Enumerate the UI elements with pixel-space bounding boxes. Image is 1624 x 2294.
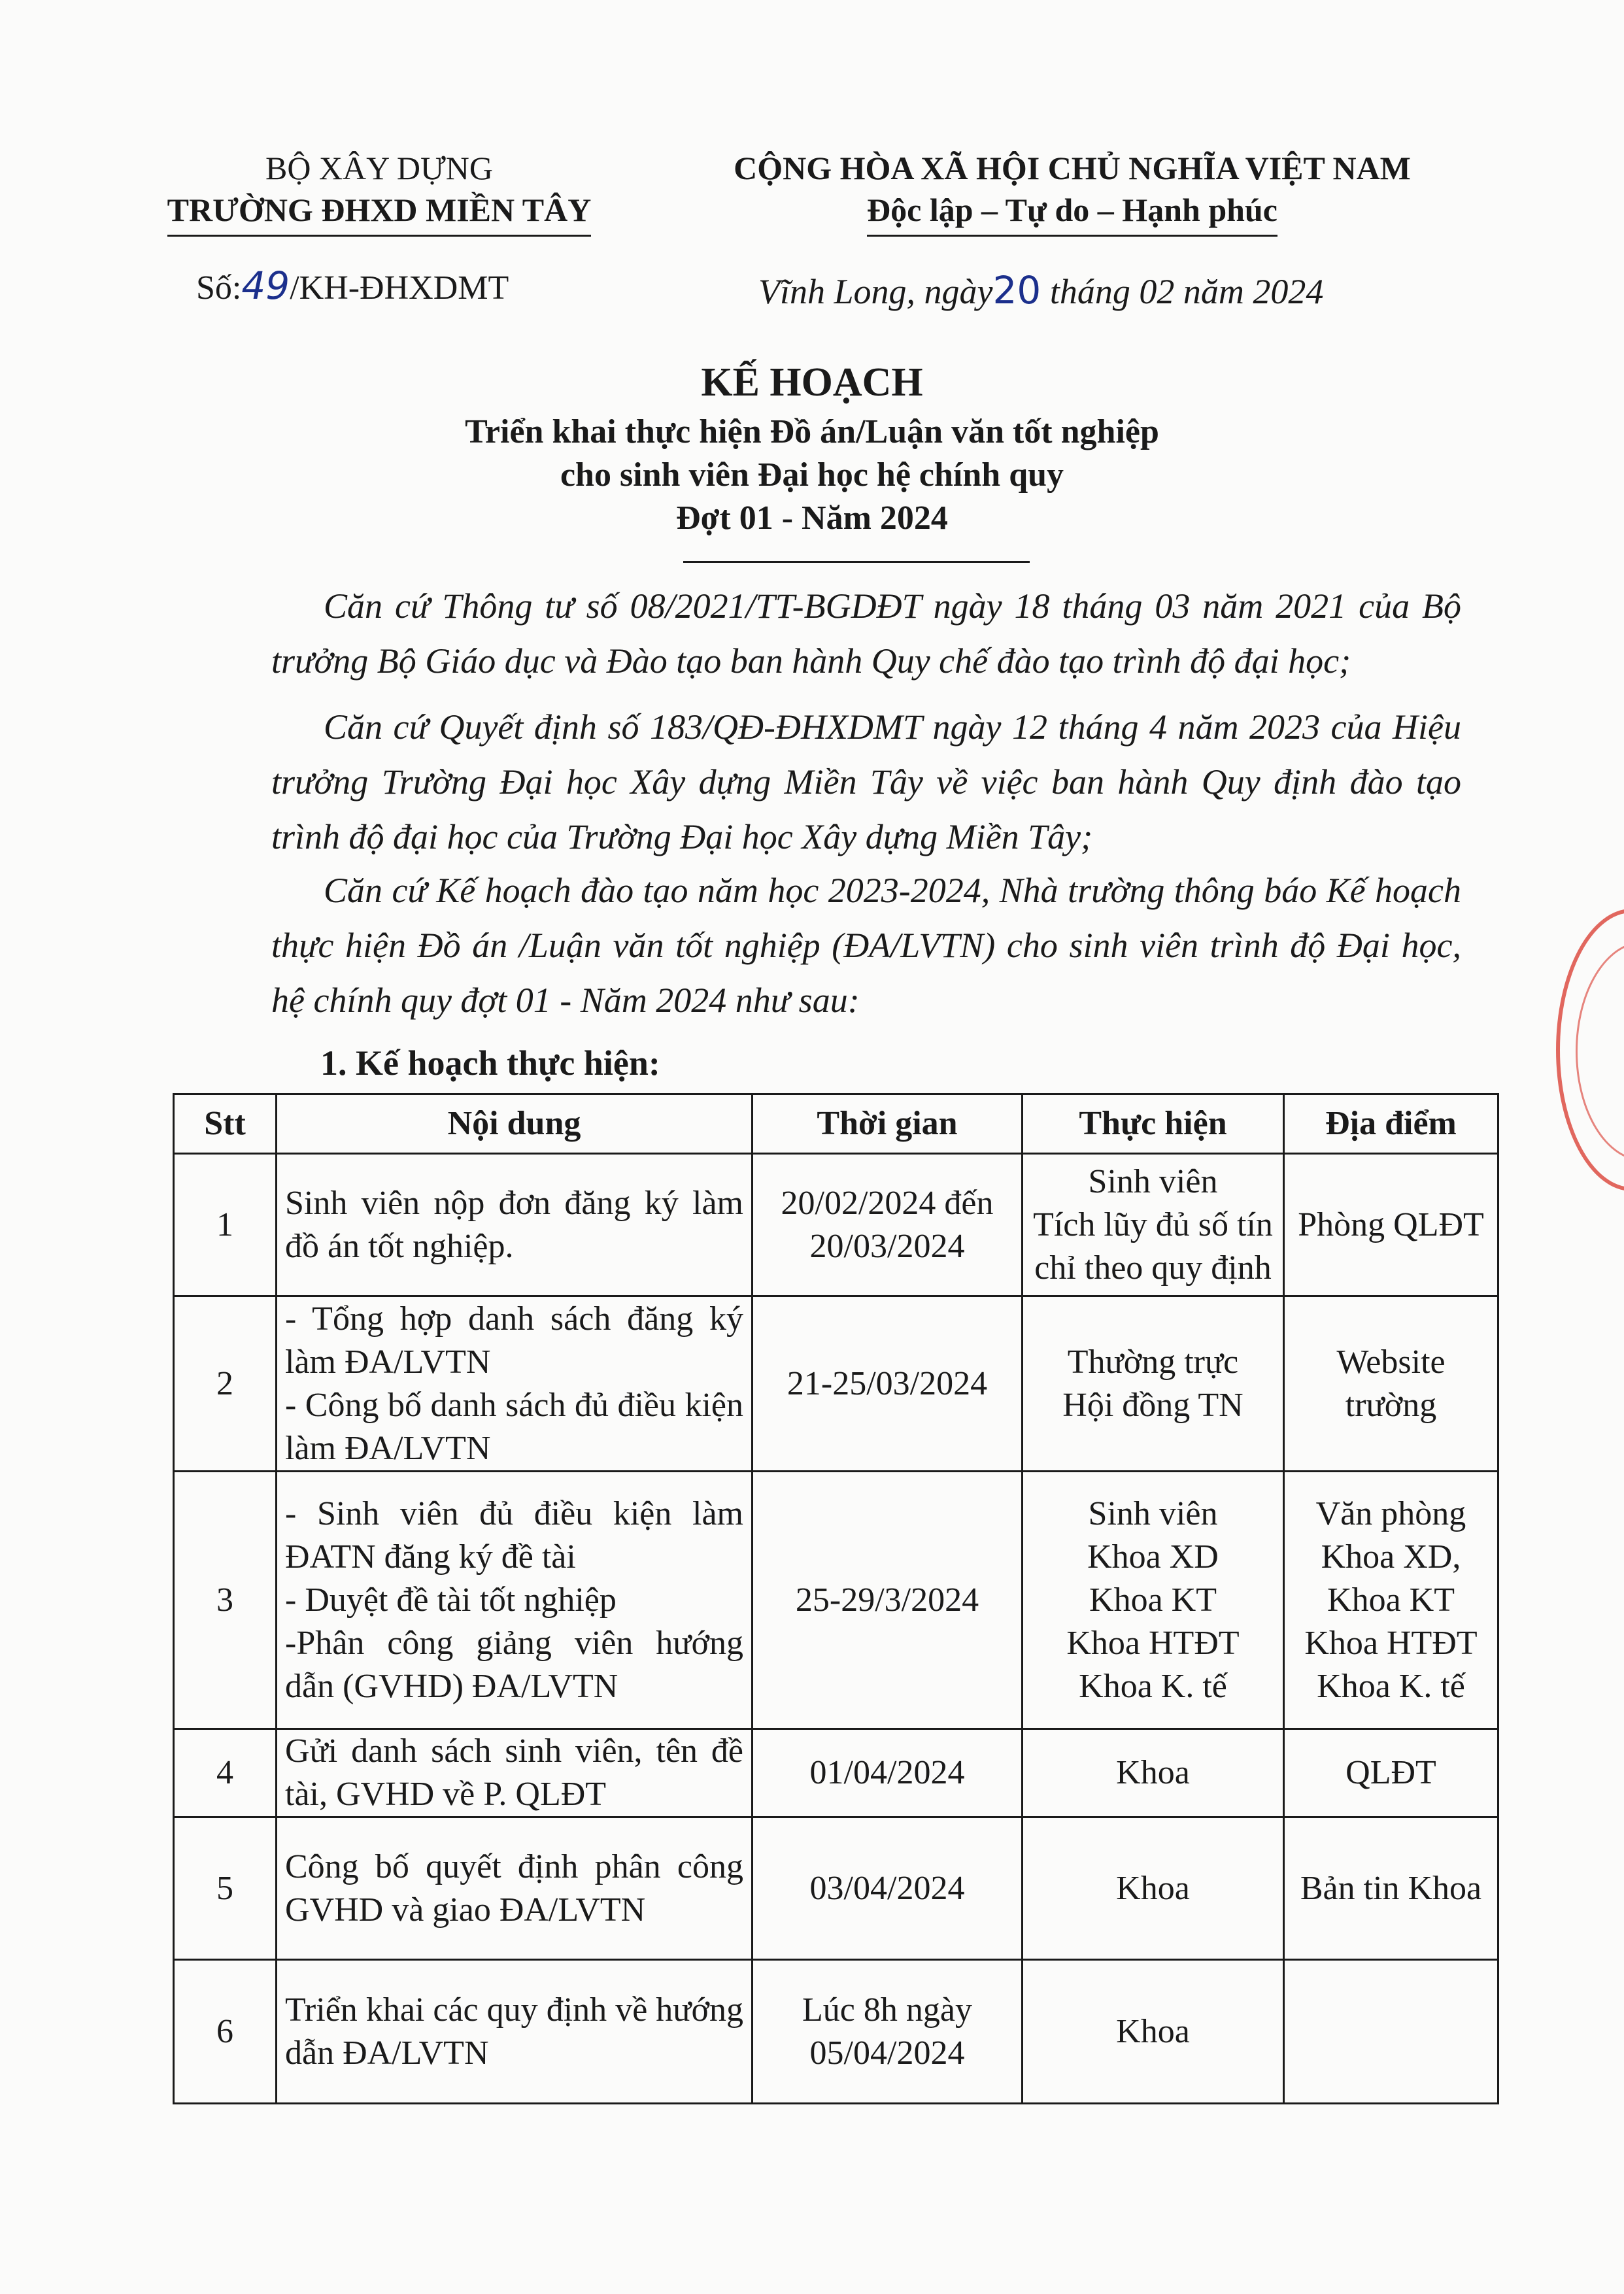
row-stt: 2 (174, 1296, 277, 1472)
document-title: KẾ HOẠCH (701, 360, 923, 405)
row-time: 03/04/2024 (753, 1817, 1023, 1960)
legal-basis-1: Căn cứ Thông tư số 08/2021/TT-BGDĐT ngày 18 tháng 03 năm 2021 của Bộ trưởng Bộ Giáo dục và Đào tạo ban hành Quy chế đào tạo trình độ đại học; (271, 586, 1461, 681)
header-content: Nội dung (277, 1094, 753, 1154)
table-row (174, 1472, 1498, 1729)
section-heading: 1. Kế hoạch thực hiện: (320, 1043, 660, 1083)
row-time: 20/02/2024 đến 20/03/2024 (753, 1154, 1023, 1296)
table-row (174, 1817, 1498, 1960)
title-divider (683, 561, 1030, 563)
row-content: Sinh viên nộp đơn đăng ký làm đồ án tốt nghiệp. (277, 1154, 753, 1296)
row-location: Bản tin Khoa (1284, 1817, 1498, 1960)
row-stt: 3 (174, 1472, 277, 1729)
row-content: Gửi danh sách sinh viên, tên đề tài, GVHD về P. QLĐT (277, 1729, 753, 1817)
header-time: Thời gian (753, 1094, 1023, 1154)
row-location: Văn phòng Khoa XD, Khoa KT Khoa HTĐT Khoa K. tế (1284, 1472, 1498, 1729)
national-motto: Độc lập – Tự do – Hạnh phúc (654, 189, 1491, 237)
row-time: 21-25/03/2024 (753, 1296, 1023, 1472)
legal-basis-3: Căn cứ Kế hoạch đào tạo năm học 2023-2024, Nhà trường thông báo Kế hoạch thực hiện Đồ án /Luận văn tốt nghiệp (ĐA/LVTN) cho sinh viên trình độ Đại học, hệ chính quy đợt 01 - Năm 2024 như sau: (271, 871, 1461, 1020)
row-stt: 6 (174, 1960, 277, 2104)
row-time: 01/04/2024 (753, 1729, 1023, 1817)
row-content: - Sinh viên đủ điều kiện làm ĐATN đăng ký đề tài - Duyệt đề tài tốt nghiệp -Phân công giảng viên hướng dẫn (GVHD) ĐA/LVTN (277, 1472, 753, 1729)
table-header-row (174, 1094, 1498, 1154)
table-row (174, 1296, 1498, 1472)
legal-basis-2: Căn cứ Quyết định số 183/QĐ-ĐHXDMT ngày 12 tháng 4 năm 2023 của Hiệu trưởng Trường Đại học Xây dựng Miền Tây về việc ban hành Quy định đào tạo trình độ đại học của Trường Đại học Xây dựng Miền Tây; (271, 707, 1461, 856)
place-date: Vĩnh Long, ngày20 tháng 02 năm 2024 (758, 268, 1324, 312)
ministry-name: BỘ XÂY DỰNG (265, 150, 494, 186)
row-location: QLĐT (1284, 1729, 1498, 1817)
row-time: Lúc 8h ngày 05/04/2024 (753, 1960, 1023, 2104)
header-executor: Thực hiện (1023, 1094, 1284, 1154)
plan-table (173, 1093, 1499, 2104)
row-content: Triển khai các quy định về hướng dẫn ĐA/LVTN (277, 1960, 753, 2104)
national-header (654, 147, 1491, 237)
handwritten-day: 20 (992, 268, 1041, 312)
school-name: TRƯỜNG ĐHXD MIỀN TÂY (131, 189, 628, 237)
header-location: Địa điểm (1284, 1094, 1498, 1154)
table-row (174, 1154, 1498, 1296)
row-stt: 5 (174, 1817, 277, 1960)
row-executor: Khoa (1023, 1817, 1284, 1960)
table-row (174, 1729, 1498, 1817)
issuer-block (131, 147, 628, 237)
row-content: Công bố quyết định phân công GVHD và giao ĐA/LVTN (277, 1817, 753, 1960)
row-time: 25-29/3/2024 (753, 1472, 1023, 1729)
document-number: Số:49/KH-ĐHXDMT (196, 263, 509, 308)
handwritten-number: 49 (241, 263, 290, 308)
row-stt: 4 (174, 1729, 277, 1817)
row-stt: 1 (174, 1154, 277, 1296)
row-executor: Sinh viên Tích lũy đủ số tín chỉ theo quy định (1023, 1154, 1284, 1296)
header-stt: Stt (174, 1094, 277, 1154)
row-executor: Khoa (1023, 1960, 1284, 2104)
row-executor: Khoa (1023, 1729, 1284, 1817)
table-row (174, 1960, 1498, 2104)
row-content: - Tổng hợp danh sách đăng ký làm ĐA/LVTN - Công bố danh sách đủ điều kiện làm ĐA/LVTN (277, 1296, 753, 1472)
row-executor: Sinh viên Khoa XD Khoa KT Khoa HTĐT Khoa K. tế (1023, 1472, 1284, 1729)
row-location: Website trường (1284, 1296, 1498, 1472)
document-subtitle: Triển khai thực hiện Đồ án/Luận văn tốt nghiệp cho sinh viên Đại học hệ chính quy Đợt 01 - Năm 2024 (465, 413, 1159, 537)
row-location: Phòng QLĐT (1284, 1154, 1498, 1296)
row-executor: Thường trực Hội đồng TN (1023, 1296, 1284, 1472)
country-name: CỘNG HÒA XÃ HỘI CHỦ NGHĨA VIỆT NAM (734, 150, 1411, 186)
row-location (1284, 1960, 1498, 2104)
